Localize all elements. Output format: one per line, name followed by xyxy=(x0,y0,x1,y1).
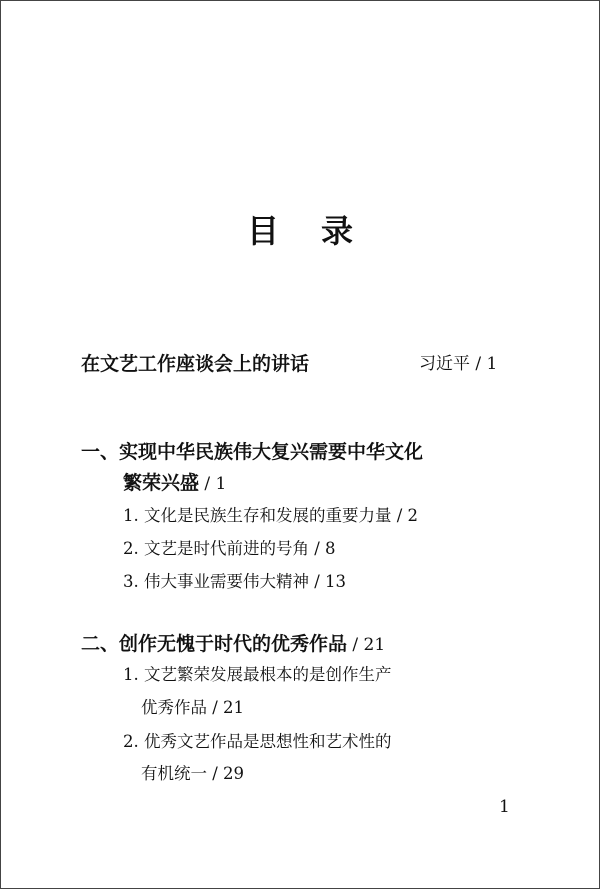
toc-title-char-1: 目 xyxy=(246,212,279,250)
toc-title-char-2: 录 xyxy=(321,212,354,250)
section-2-title[interactable] xyxy=(81,629,385,656)
toc-entry-line-2[interactable] xyxy=(141,760,244,784)
section-2-title-text: 二、创作无愧于时代的优秀作品 xyxy=(81,633,348,655)
speech-title[interactable]: 在文艺工作座谈会上的讲话 xyxy=(81,353,310,375)
toc-entry-page: / 21 xyxy=(207,698,245,717)
speech-author-page[interactable]: 习近平 / 1 xyxy=(419,354,498,374)
toc-entry-line-1[interactable]: 2. 优秀文艺作品是思想性和艺术性的 xyxy=(123,732,392,751)
section-1-title-tail: 繁荣兴盛 xyxy=(123,472,200,494)
page-number: 1 xyxy=(499,797,510,817)
toc-entry-line-1[interactable]: 1. 文艺繁荣发展最根本的是创作生产 xyxy=(123,665,392,684)
section-2-page: / 21 xyxy=(347,635,386,655)
toc-entry-text: 有机统一 xyxy=(141,764,207,783)
toc-entry-page: / 2 xyxy=(391,506,419,525)
section-1-page: / 1 xyxy=(199,474,227,494)
section-1-title-line-1[interactable]: 一、实现中华民族伟大复兴需要中华文化 xyxy=(81,441,424,463)
toc-entry-text: 2. 文艺是时代前进的号角 xyxy=(123,539,309,558)
toc-entry[interactable] xyxy=(123,502,418,526)
toc-entry-text: 3. 伟大事业需要伟大精神 xyxy=(123,572,309,591)
toc-entry-line-2[interactable] xyxy=(141,694,244,718)
toc-entry-text: 1. 文化是民族生存和发展的重要力量 xyxy=(123,506,392,525)
toc-entry[interactable] xyxy=(123,568,346,592)
toc-entry-text: 优秀作品 xyxy=(141,698,207,717)
toc-title xyxy=(1,206,599,252)
toc-entry-page: / 13 xyxy=(309,572,347,591)
toc-entry-page: / 8 xyxy=(309,539,336,558)
toc-entry-page: / 29 xyxy=(207,764,245,783)
toc-entry[interactable] xyxy=(123,535,336,559)
section-1-title-line-2[interactable] xyxy=(123,468,226,495)
